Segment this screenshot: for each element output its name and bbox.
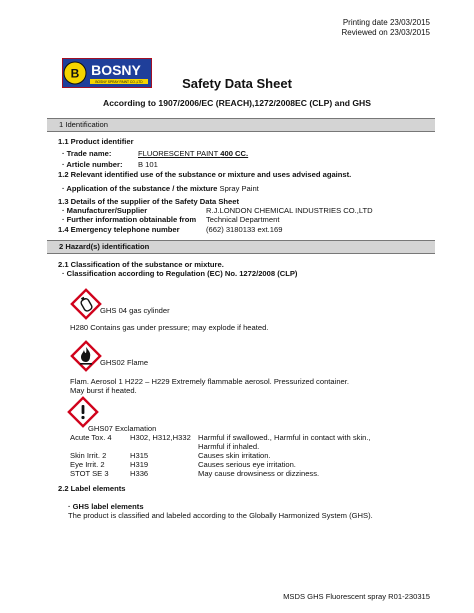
supplier-label: · Manufacturer/Supplier xyxy=(62,206,148,215)
ghs02-label: GHS02 Flame xyxy=(100,358,149,367)
gas-cylinder-icon xyxy=(70,288,102,320)
section-1-title: 1 Identification xyxy=(59,120,108,129)
s11-heading: 1.1 Product identifier xyxy=(58,137,134,146)
info-label: · Further information obtainable from xyxy=(62,215,197,224)
flam-line-1: Flam. Aerosol 1 H222 – H229 Extremely flammable aerosol. Pressurized container. xyxy=(70,377,349,386)
document-subtitle: According to 1907/2006/EC (REACH),1272/2008EC (CLP) and GHS xyxy=(103,98,371,108)
hazard-row-cont: Harmful if inhaled. xyxy=(198,442,260,451)
application-line: · Application of the substance / the mixture Spray Paint xyxy=(62,184,259,193)
section-1-band xyxy=(47,118,435,132)
page-footer: MSDS GHS Fluorescent spray R01-230315 xyxy=(283,592,430,601)
section-2-band xyxy=(47,240,435,254)
phone-value: (662) 3180133 ext.169 xyxy=(206,225,283,234)
h280-statement: H280 Contains gas under pressure; may explode if heated. xyxy=(70,323,269,332)
trade-name-label: · Trade name: xyxy=(62,149,112,158)
s12-heading: 1.2 Relevant identified use of the substance or mixture and uses advised against. xyxy=(58,170,352,179)
s14-heading: 1.4 Emergency telephone number xyxy=(58,225,180,234)
s21-heading: 2.1 Classification of the substance or mixture. xyxy=(58,260,224,269)
ghs04-label: GHS 04 gas cylinder xyxy=(100,306,170,315)
ghs-label-elements: · GHS label elements xyxy=(68,502,144,511)
article-value: B 101 xyxy=(138,160,158,169)
logo-text: BOSNY xyxy=(91,62,141,78)
supplier-value: R.J.LONDON CHEMICAL INDUSTRIES CO.,LTD xyxy=(206,206,373,215)
flam-line-2: May burst if heated. xyxy=(70,386,137,395)
flame-icon xyxy=(70,340,102,372)
s13-heading: 1.3 Details of the supplier of the Safety Data Sheet xyxy=(58,197,240,206)
document-title: Safety Data Sheet xyxy=(182,76,292,91)
article-label: · Article number: xyxy=(62,160,123,169)
classification-line: · Classification according to Regulation (EC) No. 1272/2008 (CLP) xyxy=(62,269,298,278)
printing-date: Printing date 23/03/2015 xyxy=(342,18,430,27)
s22-heading: 2.2 Label elements xyxy=(58,484,126,493)
svg-text:B: B xyxy=(70,66,80,81)
info-value: Technical Department xyxy=(206,215,280,224)
ghs07-label: GHS07 Exclamation xyxy=(88,424,157,433)
trade-name-value: FLUORESCENT PAINT 400 CC. xyxy=(138,149,249,158)
reviewed-date: Reviewed on 23/03/2015 xyxy=(341,28,430,37)
logo-subtext: BOSNY SPRAY PAINT CO.,LTD xyxy=(95,80,143,84)
ghs-statement: The product is classified and labeled according to the Globally Harmonized System (GHS). xyxy=(68,511,373,520)
section-2-title: 2 Hazard(s) identification xyxy=(59,242,150,251)
